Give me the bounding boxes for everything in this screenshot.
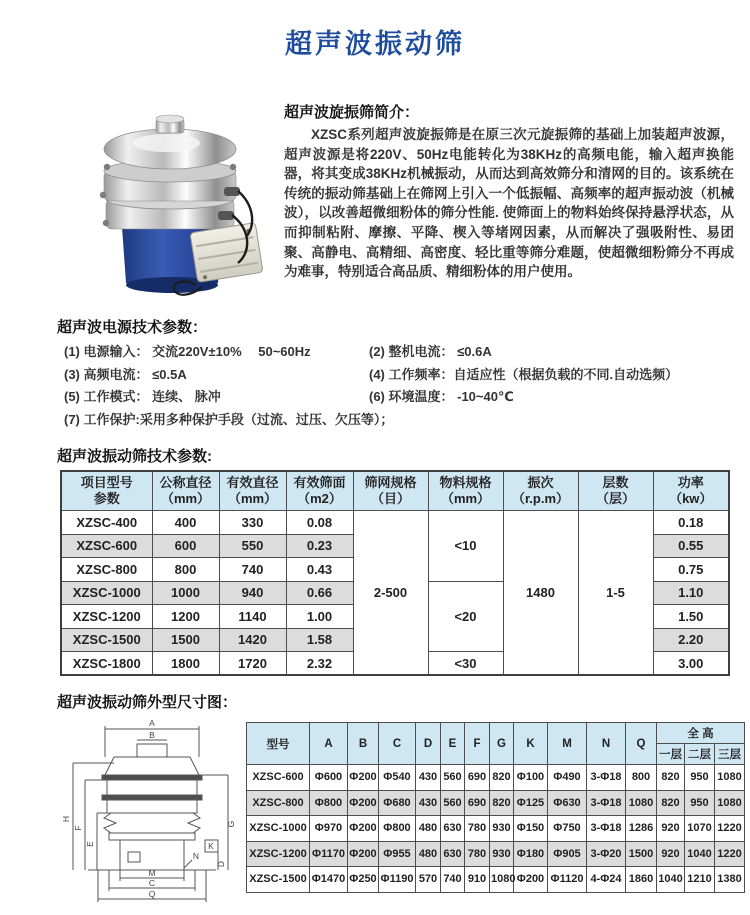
tech-table-cell: XZSC-1800 (61, 652, 152, 676)
tech-table-cell: XZSC-1500 (61, 628, 152, 652)
intro-section (274, 101, 740, 303)
dim-table-header-cell: C (379, 723, 416, 765)
tech-table-cell: 600 (152, 534, 219, 558)
dim-table-cell: 430 (416, 765, 441, 791)
dim-table-cell: 3-Φ18 (587, 765, 626, 791)
dim-label-g: G (226, 820, 236, 828)
power-parameter-item: (1) 电源输入： 交流220V±10% 50~60Hz (64, 344, 311, 359)
dim-table-cell: Φ200 (514, 867, 548, 893)
dim-table-model-cell: XZSC-1000 (247, 816, 310, 842)
dim-label-d: D (216, 860, 226, 868)
tech-parameters-heading: 超声波振动筛技术参数: (57, 447, 212, 465)
product-photo (62, 101, 274, 303)
tech-table-cell: 1200 (152, 605, 219, 629)
tech-table-cell: 330 (219, 511, 286, 535)
dim-table-cell: Φ125 (514, 790, 548, 816)
tech-table-cell: 0.08 (286, 511, 353, 535)
dim-label-n: N (192, 851, 200, 861)
dim-table-cell: 480 (416, 816, 441, 842)
dim-table-cell: 3-Φ18 (587, 816, 626, 842)
intro-body: XZSC系列超声波旋振筛是在原三次元旋振筛的基础上加装超声波源，超声波源是将220V、50Hz电能转化为38KHz的高频电能，输入超声换能器，将其变成38KHz机械振动，从而达到高效筛分和清网的目的。该系统在传统的振动筛基础上在筛网上引入一个低振幅、高频率的超声振动波（机械波），以改善超微细粉体的筛分性能. 使筛面上的物料始终保持悬浮状态，从而抑制粘附、摩擦、平降、楔入等堵网因素，从而解决了强吸附性、易团聚、高静电、高精细、高密度、轻比重等筛分难题，使超微细粉筛分不再成为难事，特别适合高品质、精细粉体的用户使用。 (284, 127, 734, 280)
dim-table-cell: Φ1170 (310, 841, 348, 867)
tech-table-header-cell: 物料规格 （mm） (428, 471, 503, 511)
dim-table-header-cell: F (465, 723, 490, 765)
dim-table-cell: 570 (416, 867, 441, 893)
dimension-diagram (56, 718, 246, 910)
dim-table-cell: 1080 (715, 790, 745, 816)
dim-table-header-cell: N (587, 723, 626, 765)
dim-table-cell: 820 (490, 790, 514, 816)
dim-table-cell: 1080 (626, 790, 657, 816)
tech-table-cell: <10 (428, 511, 503, 582)
tech-table-header-cell: 振次 （r.p.m） (503, 471, 578, 511)
tech-table-cell: 1000 (152, 581, 219, 605)
dimension-drawing (56, 718, 246, 910)
dim-table-header-cell: D (416, 723, 441, 765)
dim-table-cell: Φ905 (548, 841, 587, 867)
tech-table-cell: 0.55 (653, 534, 729, 558)
dim-table-cell: Φ600 (310, 765, 348, 791)
tech-table-cell: 940 (219, 581, 286, 605)
power-parameter-item: (4) 工作频率：自适应性（根据负载的不同.自动选频） (369, 366, 679, 382)
dim-table-cell: 1286 (626, 816, 657, 842)
dim-table-cell: 560 (441, 765, 465, 791)
dim-table-cell: Φ490 (548, 765, 587, 791)
top-row (62, 101, 740, 303)
dim-table-cell: 820 (490, 765, 514, 791)
tech-table-cell: 400 (152, 511, 219, 535)
dim-table-cell: Φ630 (548, 790, 587, 816)
tech-table-cell: 1720 (219, 652, 286, 676)
dim-table-model-cell: XZSC-1200 (247, 841, 310, 867)
dim-label-h: H (61, 815, 71, 823)
dimensions-row (56, 716, 750, 910)
dim-table-layer-header: 一层 (657, 744, 685, 765)
tech-table-header-cell: 有效筛面 （m2） (286, 471, 353, 511)
dimensions-table (246, 722, 745, 893)
dim-label-q: Q (148, 889, 156, 899)
dim-table-cell: 930 (490, 841, 514, 867)
tech-table-cell: 1800 (152, 652, 219, 676)
tech-table-cell: 1.58 (286, 628, 353, 652)
tech-table-header-cell: 有效直径 （mm） (219, 471, 286, 511)
tech-table-cell: 0.23 (286, 534, 353, 558)
dim-table-cell: Φ250 (348, 867, 379, 893)
dim-table-header-cell: A (310, 723, 348, 765)
dim-label-e: E (85, 841, 95, 847)
dim-table-cell: 1210 (685, 867, 715, 893)
dim-table-model-cell: XZSC-1500 (247, 867, 310, 893)
tech-table-cell: 1140 (219, 605, 286, 629)
tech-table-cell: 2.20 (653, 628, 729, 652)
tech-table-cell: <20 (428, 581, 503, 652)
dim-table-cell: Φ180 (514, 841, 548, 867)
dim-table-cell: 820 (657, 790, 685, 816)
dim-table-cell: 950 (685, 765, 715, 791)
tech-table-cell: XZSC-800 (61, 558, 152, 582)
tech-table-cell: 3.00 (653, 652, 729, 676)
tech-table-cell: 1.00 (286, 605, 353, 629)
dim-table-cell: 690 (465, 765, 490, 791)
tech-table-cell: 2.32 (286, 652, 353, 676)
dim-table-cell: 1500 (626, 841, 657, 867)
dim-table-cell: 780 (465, 841, 490, 867)
dim-table-cell: Φ100 (514, 765, 548, 791)
dim-table-cell: 480 (416, 841, 441, 867)
dim-table-cell: Φ955 (379, 841, 416, 867)
dim-label-b: B (149, 730, 155, 740)
tech-table-cell: XZSC-400 (61, 511, 152, 535)
dim-table-cell: 630 (441, 841, 465, 867)
dimensions-heading: 超声波振动筛外型尺寸图： (57, 694, 238, 711)
dim-table-cell: 780 (465, 816, 490, 842)
dim-table-cell: 1040 (685, 841, 715, 867)
dim-table-header-cell: K (514, 723, 548, 765)
dim-table-cell: 740 (441, 867, 465, 893)
tech-table-header-cell: 功率 （kw） (653, 471, 729, 511)
tech-table-header-cell: 公称直径 （mm） (152, 471, 219, 511)
dim-table-cell: Φ750 (548, 816, 587, 842)
dim-table-cell: 1220 (715, 841, 745, 867)
dim-table-cell: Φ800 (379, 816, 416, 842)
tech-table-cell: 740 (219, 558, 286, 582)
dim-table-header-cell: G (490, 723, 514, 765)
dim-table-cell: Φ1470 (310, 867, 348, 893)
power-parameters-list (64, 341, 740, 428)
dim-label-a: A (149, 718, 155, 728)
dim-table-cell: 820 (657, 765, 685, 791)
dim-table-cell: Φ200 (348, 790, 379, 816)
dim-table-cell: Φ200 (348, 816, 379, 842)
dim-table-cell: 3-Φ18 (587, 790, 626, 816)
tech-table-cell: 0.75 (653, 558, 729, 582)
tech-table-header-cell: 筛网规格 （目） (353, 471, 428, 511)
dim-table-cell: 1080 (715, 765, 745, 791)
dim-table-cell: 920 (657, 841, 685, 867)
power-parameter-item: (5) 工作模式： 连续、 脉冲 (64, 389, 221, 404)
dim-table-model-cell: XZSC-600 (247, 765, 310, 791)
tech-table-cell: 2-500 (353, 511, 428, 676)
dim-table-layer-header: 三层 (715, 744, 745, 765)
dim-table-cell: 920 (657, 816, 685, 842)
dim-table-cell: 950 (685, 790, 715, 816)
dim-table-cell: Φ800 (310, 790, 348, 816)
dim-table-header-cell: M (548, 723, 587, 765)
tech-table-cell: 1-5 (578, 511, 653, 676)
power-parameters-section (0, 316, 750, 428)
dim-table-cell: 1080 (490, 867, 514, 893)
dim-label-c: C (148, 878, 156, 888)
dim-table-header-cell: E (441, 723, 465, 765)
dim-table-cell: 1380 (715, 867, 745, 893)
power-parameter-item: (2) 整机电流： ≤0.6A (369, 344, 492, 359)
dim-label-m: M (148, 868, 156, 878)
dim-table-cell: 1040 (657, 867, 685, 893)
tech-table-cell: XZSC-1000 (61, 581, 152, 605)
power-parameter-item: (3) 高频电流： ≤0.5A (64, 366, 187, 382)
dim-table-cell: Φ150 (514, 816, 548, 842)
tech-table-cell: 1500 (152, 628, 219, 652)
dim-table-cell: 4-Φ24 (587, 867, 626, 893)
dim-table-cell: 3-Φ20 (587, 841, 626, 867)
tech-parameters-section (0, 445, 750, 677)
dim-table-cell: 930 (490, 816, 514, 842)
tech-table-header-cell: 项目型号 参数 (61, 471, 152, 511)
dim-label-k: K (208, 841, 214, 851)
dim-table-model-header: 型号 (247, 723, 310, 765)
tech-table-cell: 0.66 (286, 581, 353, 605)
dim-table-cell: Φ1190 (379, 867, 416, 893)
power-parameter-item: (6) 环境温度： -10~40℃ (369, 389, 514, 404)
tech-table-cell: 550 (219, 534, 286, 558)
tech-table-cell: XZSC-600 (61, 534, 152, 558)
dim-table-cell: 560 (441, 790, 465, 816)
dim-table-cell: Φ200 (348, 841, 379, 867)
tech-parameters-table (60, 470, 730, 677)
power-parameters-heading: 超声波电源技术参数： (57, 319, 208, 336)
dim-table-cell: 1070 (685, 816, 715, 842)
tech-table-cell: 1.50 (653, 605, 729, 629)
dim-table-cell: Φ200 (348, 765, 379, 791)
dim-table-model-cell: XZSC-800 (247, 790, 310, 816)
dim-table-full-height-header: 全 高 (657, 723, 745, 744)
power-parameter-item: (7) 工作保护:采用多种保护手段（过流、过压、欠压等）； (64, 411, 394, 427)
tech-table-cell: XZSC-1200 (61, 605, 152, 629)
dim-table-cell: 1860 (626, 867, 657, 893)
dim-table-cell: Φ540 (379, 765, 416, 791)
dim-table-cell: Φ680 (379, 790, 416, 816)
dim-table-cell: 800 (626, 765, 657, 791)
dim-table-cell: Φ970 (310, 816, 348, 842)
tech-table-cell: 0.18 (653, 511, 729, 535)
tech-table-cell: 0.43 (286, 558, 353, 582)
dim-table-cell: 630 (441, 816, 465, 842)
tech-table-header-cell: 层数 （层） (578, 471, 653, 511)
dim-table-cell: 430 (416, 790, 441, 816)
tech-table-cell: 1.10 (653, 581, 729, 605)
dim-table-cell: 910 (465, 867, 490, 893)
page-title: 超声波振动筛 (285, 29, 465, 59)
tech-table-cell: 1480 (503, 511, 578, 676)
dim-table-cell: Φ1120 (548, 867, 587, 893)
dim-table-layer-header: 二层 (685, 744, 715, 765)
dim-table-cell: 1220 (715, 816, 745, 842)
tech-table-cell: 800 (152, 558, 219, 582)
tech-table-cell: <30 (428, 652, 503, 676)
dim-table-header-cell: B (348, 723, 379, 765)
dim-table-cell: 690 (465, 790, 490, 816)
dimensions-section (0, 691, 750, 910)
dim-label-f: F (73, 825, 83, 831)
product-photo-illustration (62, 101, 274, 303)
intro-heading: 超声波旋振筛简介： (284, 104, 420, 121)
tech-table-cell: 1420 (219, 628, 286, 652)
dim-table-header-cell: Q (626, 723, 657, 765)
